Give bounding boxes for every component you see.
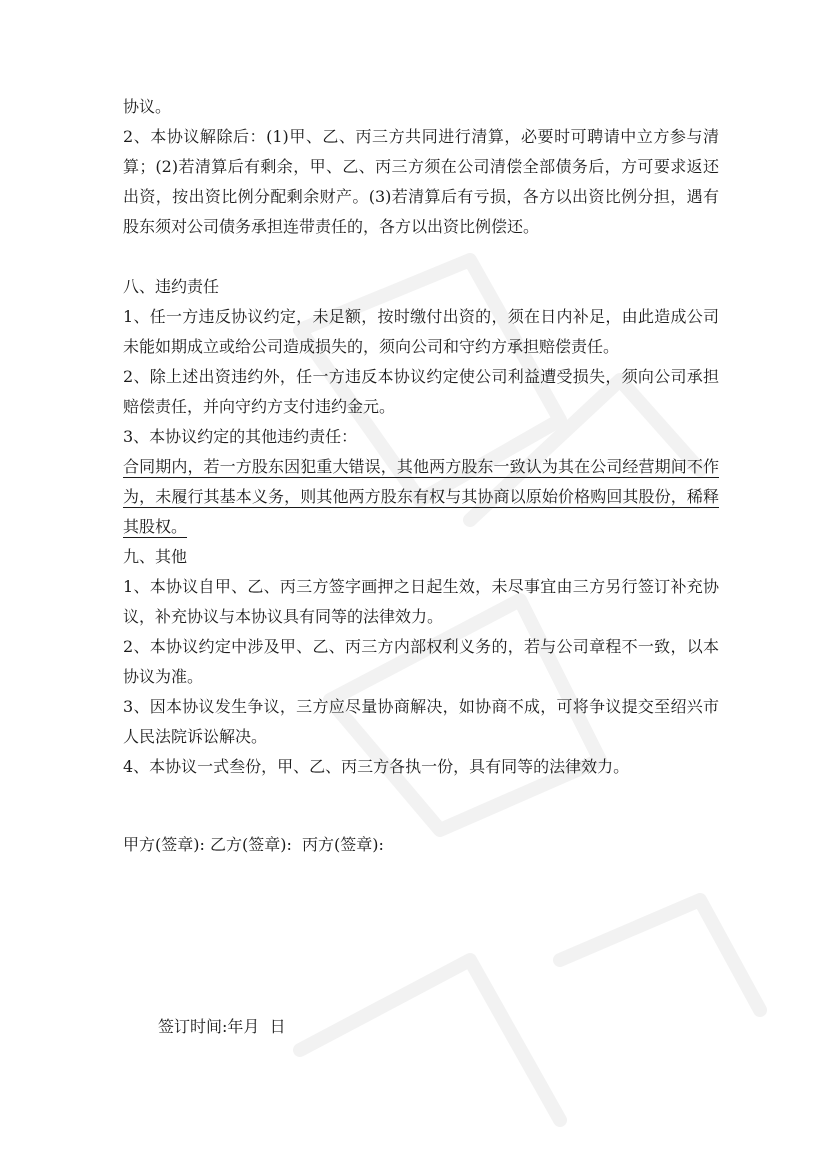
- other-item-3: 3、因本协议发生争议，三方应尽量协商解决，如协商不成，可将争议提交至绍兴市人民法院诉讼解决。: [123, 697, 719, 746]
- signature-line: 甲方(签章): 乙方(签章): 丙方(签章):: [123, 835, 384, 854]
- section-heading-breach: 八、违约责任: [123, 277, 220, 296]
- breach-item-2: 2、除上述出资违约外，任一方违反本协议约定使公司利益遭受损失，须向公司承担赔偿责任，并向守约方支付违约金元。: [123, 367, 719, 416]
- section-gap: [123, 242, 719, 272]
- paragraph-termination-clause: 2、本协议解除后：(1)甲、乙、丙三方共同进行清算，必要时可聘请中立方参与清算；(2)若清算后有剩余，甲、乙、丙三方须在公司清偿全部债务后，方可要求返还出资，按出资比例分配剩余财产。(3)若清算后有亏损，各方以出资比例分担，遇有股东须对公司债务承担连带责任的，各方以出资比例偿还。: [123, 127, 719, 236]
- underlined-breach-clause: 合同期内，若一方股东因犯重大错误，其他两方股东一致认为其在公司经营期间不作为，未履行其基本义务，则其他两方股东有权与其协商以原始价格购回其股份，稀释其股权。: [123, 457, 719, 536]
- paragraph-continuation: 协议。: [123, 97, 172, 116]
- signing-date: 签订时间:年月 日: [158, 1017, 286, 1036]
- breach-item-1: 1、任一方违反协议约定，未足额，按时缴付出资的，须在日内补足，由此造成公司未能如期成立或给公司造成损失的，须向公司和守约方承担赔偿责任。: [123, 307, 719, 356]
- document-body: [123, 92, 719, 860]
- other-item-1: 1、本协议自甲、乙、丙三方签字画押之日起生效，未尽事宜由三方另行签订补充协议，补充协议与本协议具有同等的法律效力。: [123, 577, 719, 626]
- other-item-4: 4、本协议一式叁份，甲、乙、丙三方各执一份，具有同等的法律效力。: [123, 757, 630, 776]
- section-heading-other: 九、其他: [123, 547, 188, 566]
- other-item-2: 2、本协议约定中涉及甲、乙、丙三方内部权利义务的，若与公司章程不一致，以本协议为准。: [123, 637, 719, 686]
- breach-item-3: 3、本协议约定的其他违约责任：: [123, 427, 358, 446]
- section-gap: [123, 782, 719, 812]
